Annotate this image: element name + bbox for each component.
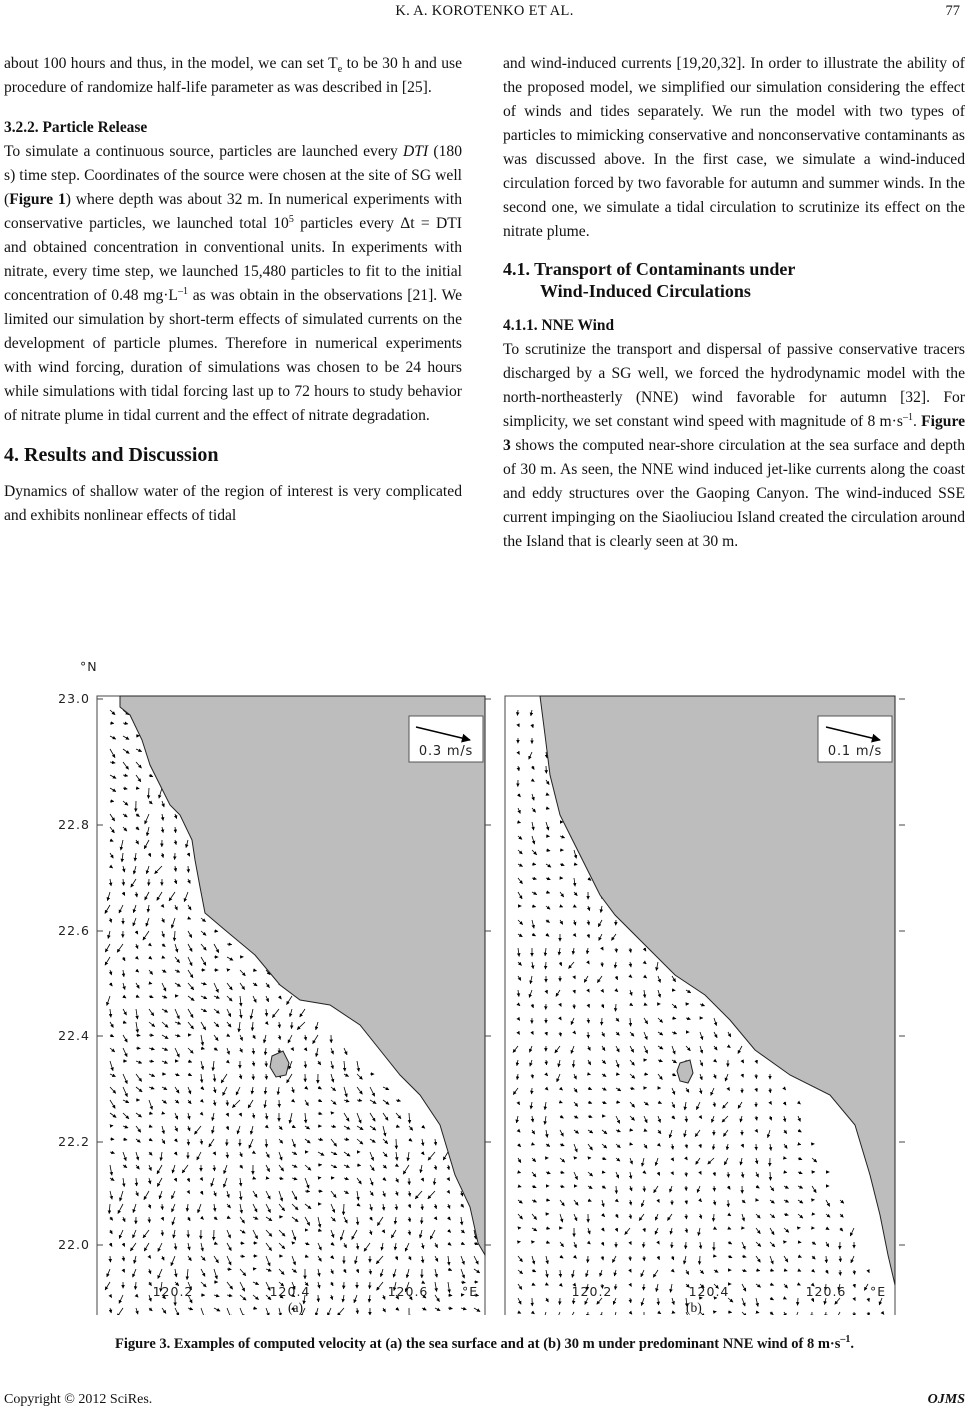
lat-tick-label: 22.4 — [58, 1028, 90, 1043]
velocity-arrow — [422, 1217, 423, 1224]
figure-caption: Figure 3. Examples of computed velocity at (a) the sea surface and at (b) 30 m under predominant NNE wind of 8 $m\cdot s^{-1}$. — [114, 1334, 854, 1352]
page-number: 77 — [945, 3, 960, 19]
paragraph: To scrutinize the transport and dispersal of passive conservative tracers discharged by a SG well, we forced the hydrodynamic model with the north-northeasterly (NNE) wind favorable for autumn [32]. For simplicity, we set constant wind speed with magnitude of 8 $m\cdot s^{-1}$. Figure 3 shows the computed near-shore circulation at the sea surface and depth of 30 m. As seen, the NNE wind induced jet-like currents along the coast and eddy structures over the Gaoping Canyon. The wind-induced SSE current impinging on the Siaoliuciou Island created the circulation around the Island that is clearly seen at 30 m. — [503, 341, 966, 550]
velocity-arrow — [714, 1312, 716, 1313]
velocity-arrow — [162, 1204, 163, 1210]
lon-tick-label: 120.2 — [152, 1284, 194, 1299]
page-footer — [4, 1392, 965, 1408]
velocity-arrow — [644, 1074, 648, 1075]
lon-tick-label: 120.4 — [688, 1284, 730, 1299]
panel-a-map — [97, 696, 485, 1315]
panel-b-sublabel: (b) — [686, 1300, 702, 1315]
left-column — [4, 52, 462, 528]
velocity-arrow — [686, 1242, 687, 1249]
section-heading-4: 4. Results and Discussion — [4, 444, 219, 466]
velocity-arrow — [253, 1074, 254, 1080]
paragraph: and wind-induced currents [19,20,32]. In order to illustrate the ability of the proposed model, we simplified our simulation considering the effect of winds and tides separately. We run the model with two types of particles to mimicking conservative and nonconservative contaminants as was discussed above. In the first case, we simulate a wind-induced circulation forced by two favorable for autumn and summer winds. In the second one, we simulate a tidal circulation to scrutinize its effect on the nitrate plume. — [503, 55, 965, 240]
velocity-arrow — [630, 1144, 633, 1145]
lat-tick-label: 22.8 — [58, 817, 90, 832]
velocity-arrow — [240, 1243, 244, 1244]
velocity-arrow — [798, 1298, 799, 1305]
velocity-arrow — [253, 1269, 256, 1270]
panel-b-lon-unit-label: °E — [870, 1284, 887, 1299]
panel-b-scale-label: 0.1 m/s — [827, 744, 883, 759]
lat-unit-label: °N — [80, 659, 98, 674]
velocity-arrow — [318, 1178, 321, 1179]
figure-ref[interactable]: Figure 3 — [503, 413, 966, 454]
velocity-arrow — [756, 1074, 757, 1079]
velocity-arrow — [292, 1022, 293, 1029]
velocity-arrow — [686, 1172, 687, 1177]
velocity-arrow — [602, 1018, 603, 1025]
velocity-arrow — [686, 1214, 687, 1219]
velocity-arrow — [798, 1242, 801, 1243]
panel-a-scale-label: 0.3 m/s — [418, 744, 474, 759]
copyright: Copyright © 2012 SciRes. — [4, 1392, 153, 1407]
velocity-arrow — [588, 1312, 589, 1315]
section-heading-4-1: 4.1. Transport of Contaminants under Wind-Induced Circulations — [503, 259, 796, 301]
paragraph: about 100 hours and thus, in the model, we can set $T_e$ to be 30 h and use procedure of randomize half-life parameter as was described in [25]. — [4, 55, 462, 96]
journal-name: OJMS — [927, 1392, 965, 1407]
velocity-arrow — [616, 1102, 620, 1103]
velocity-arrow — [266, 1061, 267, 1067]
section-heading-4-1-1: 4.1.1. NNE Wind — [503, 317, 615, 334]
panel-a-lon-unit-label: °E — [462, 1284, 479, 1299]
velocity-arrow — [644, 1284, 645, 1290]
right-column — [503, 52, 965, 554]
velocity-arrow — [136, 1048, 140, 1049]
paragraph: To simulate a continuous source, particles are launched every DTI (180 s) time step. Coordinates of the source were chosen at the site of SG well (Figure 1) where depth was about 32 m. In numerical experiments with conservative particles, we launched total $10^5$ particles every Δt = DTI and obtained concentration in conventional units. In experiments with nitrate, every time step, we launched 15,480 particles to fit to the initial concentration of 0.48 $mg\cdot L^{-1}$ as was obtain in the observations [21]. We limited our simulation by short-term effects of simulated currents on the development of particle plumes. Therefore in numerical experiments with wind forcing, duration of simulations was chosen to be 24 hours while simulations with tidal forcing last up to 72 hours to study behavior of nitrate plume in tidal current and the effect of nitrate degradation. — [4, 143, 462, 424]
figure-ref[interactable]: Figure 1 — [9, 191, 66, 208]
paragraph: Dynamics of shallow water of the region of interest is very complicated and exhibits nonlinear effects of tidal — [4, 483, 462, 524]
lat-tick-label: 22.6 — [58, 923, 90, 938]
velocity-arrow — [318, 1295, 319, 1302]
running-header — [0, 3, 969, 23]
velocity-arrow — [110, 1256, 111, 1262]
lon-tick-label: 120.6 — [387, 1284, 429, 1299]
section-heading-3-2-2: 3.2.2. Particle Release — [4, 119, 148, 136]
velocity-arrow — [370, 1282, 371, 1289]
velocity-arrow — [227, 1269, 231, 1270]
velocity-arrow — [396, 1139, 397, 1149]
panel-a-sublabel: (a) — [288, 1300, 303, 1315]
velocity-arrow — [658, 1298, 659, 1305]
velocity-arrow — [588, 1032, 589, 1038]
lon-tick-label: 120.4 — [269, 1284, 311, 1299]
lon-tick-label: 120.6 — [805, 1284, 847, 1299]
lat-tick-label: 23.0 — [58, 691, 90, 706]
velocity-arrow — [149, 1035, 154, 1036]
panel-b-map — [505, 696, 895, 1315]
lat-tick-label: 22.2 — [58, 1134, 90, 1149]
velocity-arrow — [854, 1312, 855, 1315]
velocity-arrow — [266, 1178, 269, 1179]
lon-tick-label: 120.2 — [571, 1284, 613, 1299]
figure-3 — [0, 655, 969, 1315]
lat-tick-label: 22.0 — [58, 1237, 90, 1252]
velocity-arrow — [532, 864, 536, 865]
velocity-arrow — [616, 1074, 620, 1075]
velocity-arrow — [110, 1126, 113, 1127]
running-title: K. A. KOROTENKO ET AL. — [395, 3, 574, 19]
velocity-arrow — [227, 970, 230, 971]
